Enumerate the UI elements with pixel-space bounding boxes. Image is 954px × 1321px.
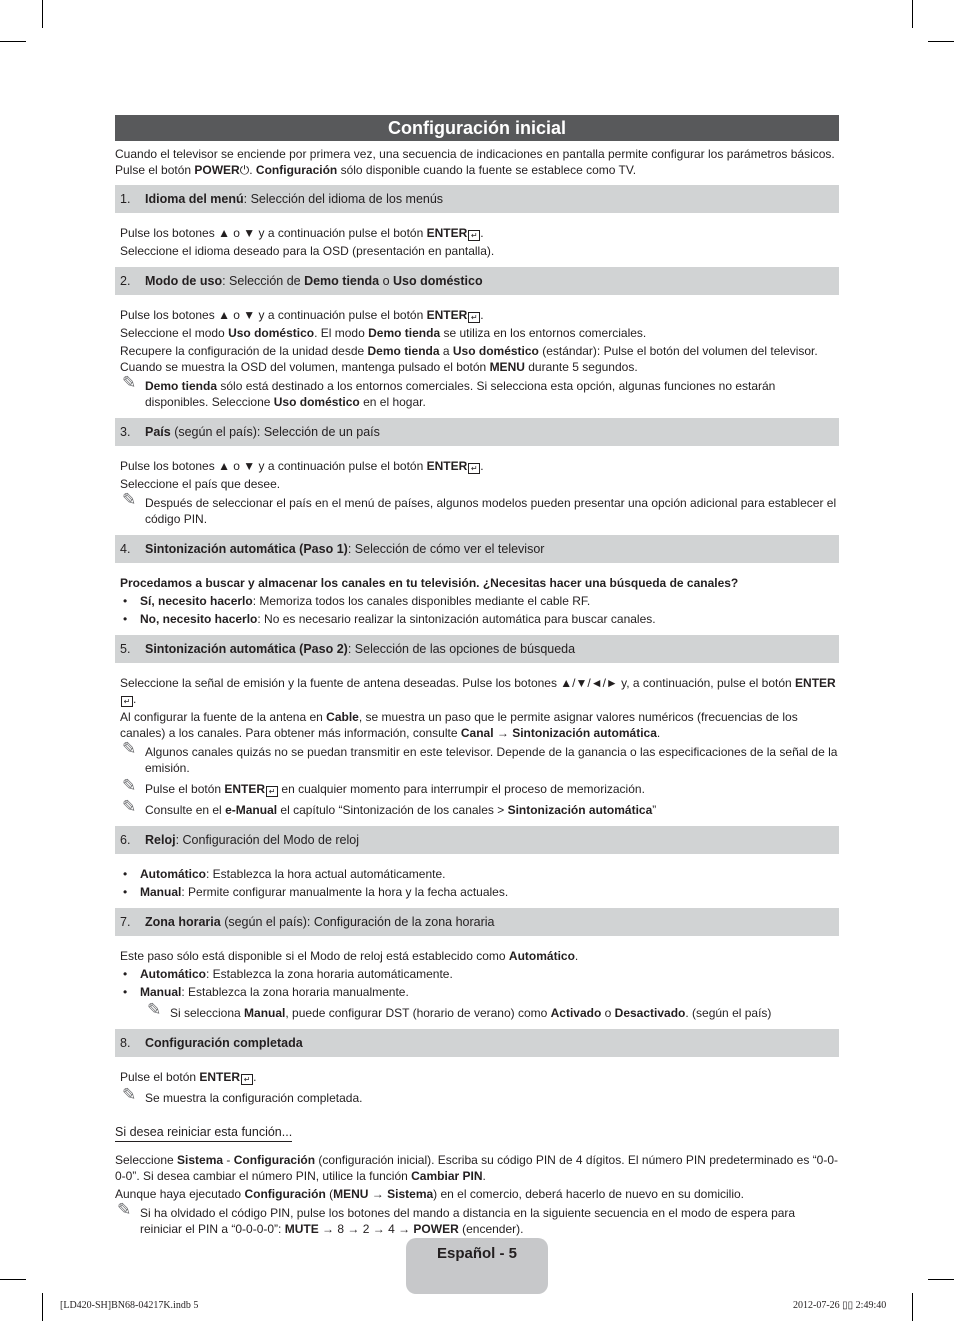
reset-body: Seleccione Sistema - Configuración (configuración inicial). Escriba su código PIN de 4 dígitos. El número PIN predeterminado es “0-0-0-0”. Si desea cambiar el número PIN, utilice la función Cambiar PIN. Aunque haya ejecutado Configuración (MENU → Sistema) en el comercio, deberá hacerlo de nuevo en su domicilio. ✎ Si ha olvidado el código PIN, pulse los botones del mando a distancia en la siguiente secuencia en el modo de espera para reiniciar el PIN a “0-0-0-0”: MUTE → 8 → 2 → 4 → POWER (encender).: [115, 1153, 838, 1236]
note-pencil-icon: ✎: [147, 1000, 162, 1019]
step-2-header: 2. Modo de uso: Selección de Demo tienda o Uso doméstico: [115, 267, 839, 295]
list-item: • Automático: Establezca la hora actual automáticamente.: [123, 867, 446, 881]
step-1-body: Pulse los botones ▲ o ▼ y a continuación pulse el botón ENTER ↵ . Seleccione el idioma deseado para la OSD (presentación en pantalla).: [120, 226, 495, 258]
enter-icon: ↵: [468, 312, 480, 323]
note-pencil-icon: ✎: [117, 1200, 132, 1219]
note: ✎ Después de seleccionar el país en el menú de países, algunos modelos pueden presentar una opción adicional para establecer el código PIN.: [122, 490, 837, 526]
intro-paragraph: Cuando el televisor se enciende por primera vez, una secuencia de indicaciones en pantalla permite configurar los parámetros básicos. Pulse el botón POWER⏻. Configuración sólo disponible cuando la fuente se establece como TV.: [115, 147, 835, 177]
crop-mark: [42, 1293, 43, 1321]
note: ✎ Si ha olvidado el código PIN, pulse los botones del mando a distancia en la siguiente secuencia en el modo de espera para reiniciar el PIN a “0-0-0-0”: MUTE → 8 → 2 → 4 → POWER (encender).: [117, 1200, 796, 1236]
page-number-tab: Español - 5: [406, 1238, 548, 1294]
enter-icon: ↵: [468, 230, 480, 241]
print-footer-timestamp: 2012-07-26 ▯▯ 2:49:40: [793, 1300, 887, 1311]
crop-mark: [0, 1279, 26, 1280]
list-item: • Manual: Permite configurar manualmente la hora y la fecha actuales.: [123, 885, 509, 899]
step-6-header: 6. Reloj: Configuración del Modo de reloj: [115, 826, 839, 854]
document-body: [115, 146, 839, 1239]
crop-mark: [42, 0, 43, 28]
list-item: • Manual: Establezca la zona horaria manualmente.: [123, 985, 409, 999]
list-item: • No, necesito hacerlo: No es necesario realizar la sintonización automática para buscar canales.: [123, 612, 656, 626]
step-7-body: Este paso sólo está disponible si el Modo de reloj está establecido como Automático. • Automático: Establezca la zona horaria automáticamente. • Manual: Establezca la zona horaria manualmente. ✎ Si selecciona Manual, puede configurar DST (horario de verano) como Activado o Desactivado. (según el país): [115, 948, 839, 1021]
note: ✎ Se muestra la configuración completada.: [122, 1085, 363, 1105]
step-3-header: 3. País (según el país): Selección de un país: [115, 418, 839, 446]
print-footer-file: [LD420-SH]BN68-04217K.indb 5: [60, 1300, 199, 1311]
step-4-header: 4. Sintonización automática (Paso 1): Selección de cómo ver el televisor: [115, 535, 839, 563]
list-item: • Sí, necesito hacerlo: Memoriza todos los canales disponibles mediante el cable RF.: [123, 594, 591, 608]
crop-mark: [0, 41, 26, 42]
note: ✎ Pulse el botón ENTER ↵ en cualquier momento para interrumpir el proceso de memorización.: [122, 776, 645, 796]
step-5-body: Seleccione la señal de emisión y la fuente de antena deseadas. Pulse los botones ▲/▼/◄/► y, a continuación, pulse el botón ENTER↵ . Al configurar la fuente de la antena en Cable, se muestra un paso que le permite asignar valores numéricos (frecuencias de los canales) a los canales. Para obtener más información, consulte Canal → Sintonización automática. ✎ Algunos canales quizás no se puedan transmitir en este televisor. Depende de la ganancia o las especificaciones de la señal de la emisión. ✎ Pulse el botón ENTER ↵ en cualquier momento para interrumpir el proceso de memorización. ✎ Consulte en el e-Manual el capítulo “Sintonización de los canales > Sintonización automática”: [120, 676, 838, 817]
reset-heading: Si desea reiniciar esta función...: [115, 1124, 292, 1142]
step-7-header: 7. Zona horaria (según el país): Configuración de la zona horaria: [115, 908, 839, 936]
step-5-header: 5. Sintonización automática (Paso 2): Selección de las opciones de búsqueda: [115, 635, 839, 663]
crop-mark: [928, 1279, 954, 1280]
page-title: Configuración inicial: [115, 115, 839, 141]
note-pencil-icon: ✎: [122, 797, 137, 816]
note-pencil-icon: ✎: [122, 490, 137, 509]
note: ✎ Algunos canales quizás no se puedan transmitir en este televisor. Depende de la ganancia o las especificaciones de la señal de la emisión.: [122, 739, 838, 775]
enter-icon: ↵: [121, 696, 133, 707]
crop-mark: [928, 41, 954, 42]
step-8-header: 8. Configuración completada: [115, 1029, 839, 1057]
note-pencil-icon: ✎: [122, 776, 137, 795]
enter-icon: ↵: [468, 463, 480, 474]
power-icon: ⏻: [239, 163, 250, 177]
step-1-header: 1. Idioma del menú: Selección del idioma de los menús: [115, 185, 839, 213]
list-item: • Automático: Establezca la zona horaria automáticamente.: [123, 967, 453, 981]
note-pencil-icon: ✎: [122, 1085, 137, 1104]
crop-mark: [912, 0, 913, 28]
step-4-body: Procedamos a buscar y almacenar los canales en tu televisión. ¿Necesitas hacer una búsqueda de canales? • Sí, necesito hacerlo: Memoriza todos los canales disponibles mediante el cable RF. • No, necesito hacerlo: No es necesario realizar la sintonización automática para buscar canales.: [115, 575, 839, 627]
step-2-body: Pulse los botones ▲ o ▼ y a continuación pulse el botón ENTER ↵ . Seleccione el modo Uso doméstico. El modo Demo tienda se utiliza en los entornos comerciales. Recupere la configuración de la unidad desde Demo tienda a Uso doméstico (estándar): Pulse el botón del volumen del televisor. Cuando se muestra la OSD del volumen, mantenga pulsado el botón MENU durante 5 segundos. ✎ Demo tienda sólo está destinado a los entornos comerciales. Si selecciona esta opción, algunas funciones no estarán disponibles. Seleccione Uso doméstico en el hogar.: [115, 307, 839, 410]
step-8-body: Pulse el botón ENTER ↵ . ✎ Se muestra la configuración completada.: [115, 1069, 839, 1106]
crop-mark: [912, 1293, 913, 1321]
note-pencil-icon: ✎: [122, 739, 137, 758]
enter-icon: ↵: [266, 786, 278, 797]
step-6-body: [115, 866, 839, 900]
enter-icon: ↵: [241, 1074, 253, 1085]
note: ✎ Demo tienda sólo está destinado a los entornos comerciales. Si selecciona esta opción, algunas funciones no estarán disponibles. Seleccione Uso doméstico en el hogar.: [122, 373, 776, 409]
note: ✎ Si selecciona Manual, puede configurar DST (horario de verano) como Activado o Desactivado. (según el país): [147, 1000, 772, 1020]
note: ✎ Consulte en el e-Manual el capítulo “Sintonización de los canales > Sintonización automática”: [122, 797, 657, 817]
note-pencil-icon: ✎: [122, 373, 137, 392]
step-3-body: Pulse los botones ▲ o ▼ y a continuación pulse el botón ENTER ↵ . Seleccione el país que desee. ✎ Después de seleccionar el país en el menú de países, algunos modelos pueden presentar una opción adicional para establecer el código PIN.: [115, 458, 839, 527]
